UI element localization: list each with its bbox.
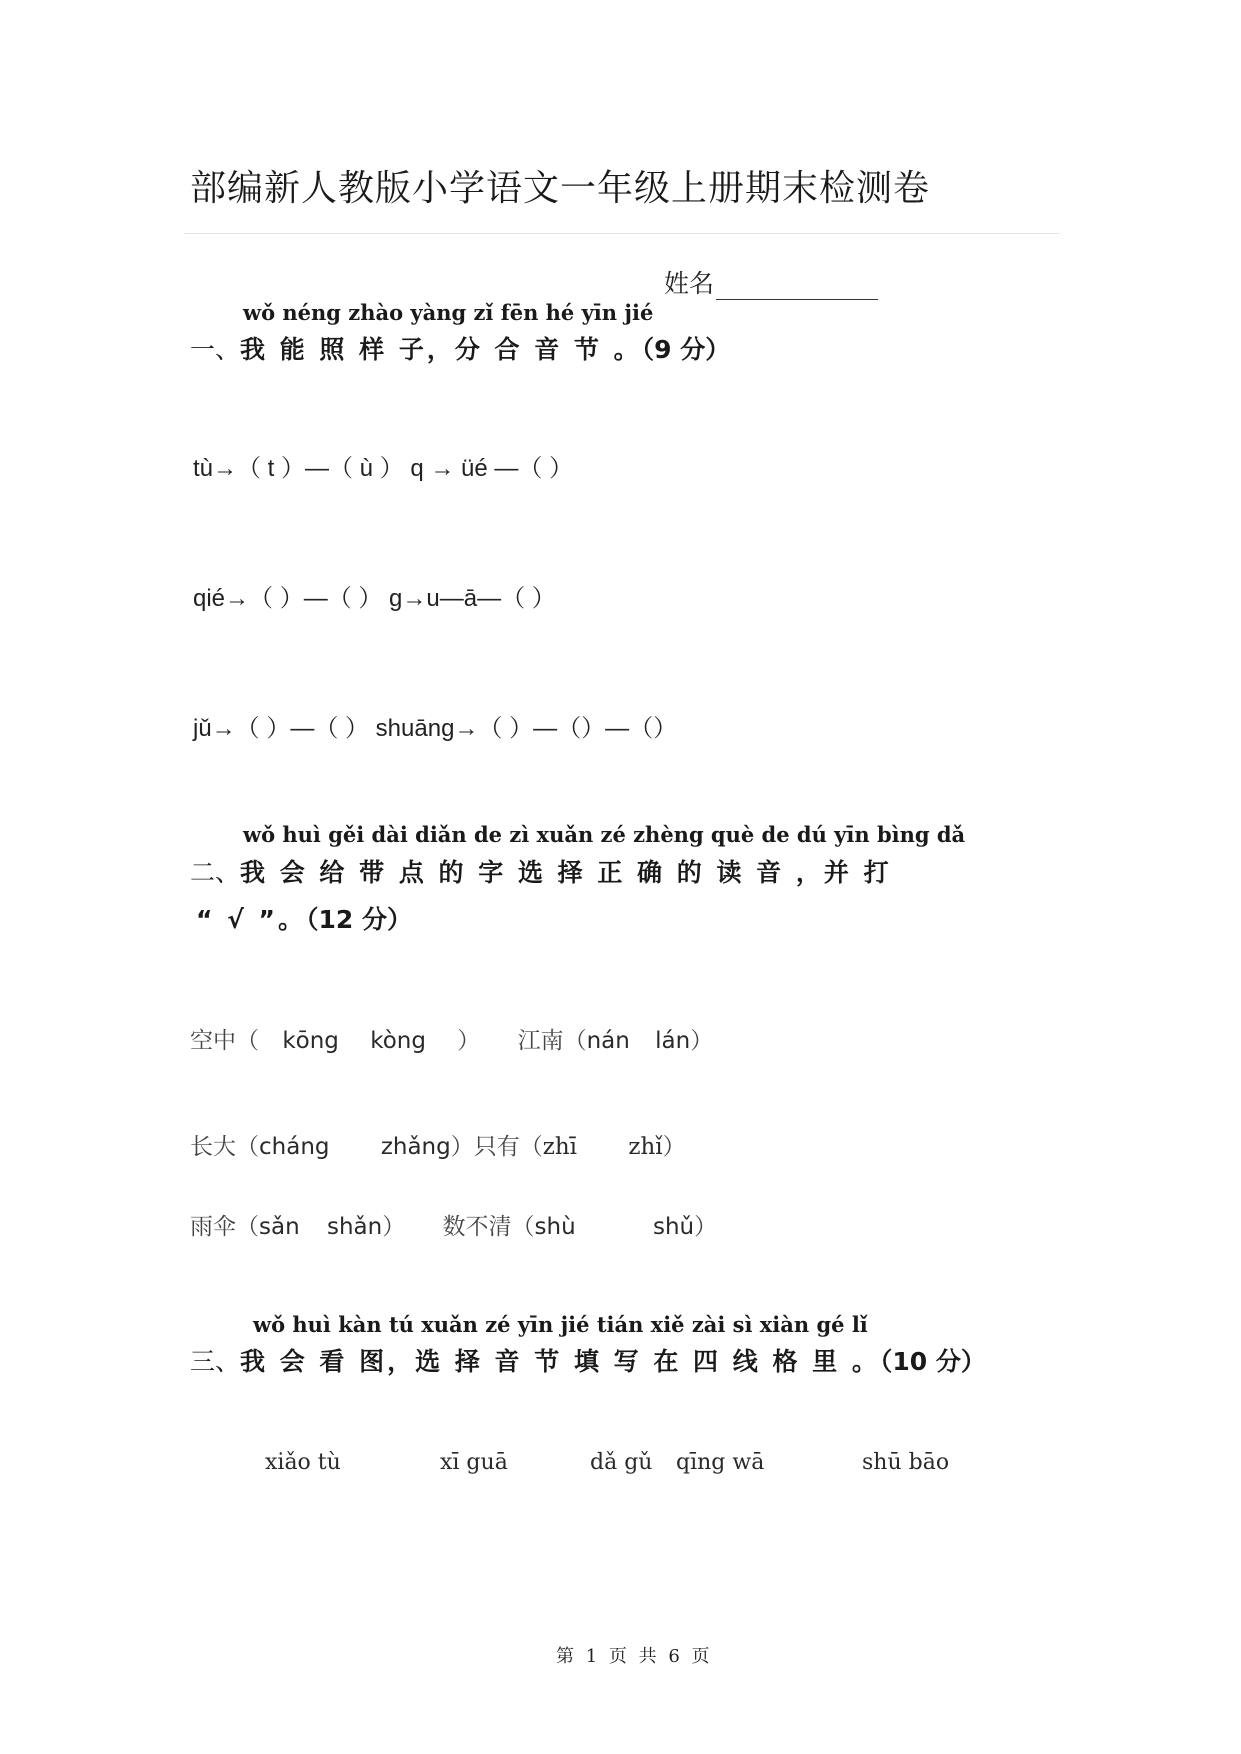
close-paren: ）	[662, 1134, 686, 1160]
option-b[interactable]: zhǎng	[380, 1134, 451, 1160]
option-a[interactable]: sǎn	[259, 1214, 300, 1240]
option-c[interactable]: zhī	[542, 1134, 578, 1160]
name-blank-line[interactable]	[716, 273, 878, 300]
q2-pinyin: wǒ huì gěi dài diǎn de zì xuǎn zé zhèng què de dú yīn bìng dǎ	[243, 822, 966, 847]
q2-number: 二、	[190, 858, 241, 887]
close-paren: ）	[694, 1214, 718, 1240]
q2-heading-cont	[196, 900, 412, 936]
q1-pinyin: wǒ néng zhào yàng zǐ fēn hé yīn jié	[243, 300, 654, 325]
q1-score: （9 分）	[641, 335, 731, 364]
word: 空中（	[190, 1028, 259, 1054]
q1-number: 一、	[190, 335, 241, 364]
option-a[interactable]: kōng	[282, 1028, 339, 1054]
name-field[interactable]	[664, 264, 878, 300]
word: 长大（	[190, 1134, 259, 1160]
option-b[interactable]: kòng	[370, 1028, 426, 1054]
word: 只有（	[473, 1134, 543, 1160]
word: 数不清（	[442, 1214, 535, 1240]
q2-text: 我 会 给 带 点 的 字 选 择 正 确 的 读 音 ，并 打	[240, 858, 892, 887]
option-d[interactable]: lán	[655, 1028, 691, 1054]
option-c[interactable]: shù	[534, 1214, 576, 1240]
q1-heading	[190, 330, 730, 366]
q3-heading	[190, 1342, 986, 1378]
word: 雨伞（	[190, 1214, 259, 1240]
q2-heading	[190, 853, 892, 889]
q2-text-2: “ √ ”。	[196, 905, 306, 934]
close-paren: ）	[457, 1028, 481, 1054]
name-label: 姓名	[664, 269, 715, 298]
option-c[interactable]: nán	[586, 1028, 630, 1054]
option-a[interactable]: cháng	[259, 1134, 330, 1160]
page-footer: 第 1 页 共 6 页	[556, 1646, 713, 1667]
q3-syllable-2: xī guā	[440, 1450, 508, 1475]
option-b[interactable]: shǎn	[326, 1214, 383, 1240]
q1-line-3[interactable]: jǔ→（ ）—（ ） shuāng→（ ）—（）—（）	[193, 715, 678, 742]
q3-text: 我 会 看 图，选 择 音 节 填 写 在 四 线 格 里 。	[240, 1347, 880, 1376]
q3-syllable-4: qīng wā	[676, 1450, 765, 1475]
option-d[interactable]: zhǐ	[628, 1134, 663, 1160]
q2-item-2	[190, 1128, 686, 1161]
q2-score: （12 分）	[305, 905, 412, 934]
q1-line-2[interactable]: qié→（ ）—（ ） g→u—ā—（ ）	[193, 585, 556, 612]
q1-text: 我 能 照 样 子，分 合 音 节 。	[240, 335, 642, 364]
close-paren: ）	[382, 1214, 406, 1240]
close-paren: ）	[450, 1134, 474, 1160]
q1-line-1[interactable]: tù→（ t ）—（ ù ） q → üé —（ ）	[193, 455, 574, 482]
q3-number: 三、	[190, 1347, 241, 1376]
page-title: 部编新人教版小学语文一年级上册期末检测卷	[190, 168, 931, 209]
option-d[interactable]: shǔ	[652, 1214, 695, 1240]
q2-item-1	[190, 1022, 713, 1055]
q3-syllable-5: shū bāo	[862, 1450, 950, 1475]
close-paren: ）	[690, 1028, 714, 1054]
q3-pinyin: wǒ huì kàn tú xuǎn zé yīn jié tián xiě zài sì xiàn gé lǐ	[253, 1312, 868, 1337]
word: 江南（	[517, 1028, 587, 1054]
q3-syllable-3: dǎ gǔ	[590, 1450, 653, 1475]
title-divider	[184, 233, 1060, 234]
q3-syllable-1: xiǎo tù	[265, 1450, 341, 1475]
q2-item-3	[190, 1208, 717, 1241]
q3-score: （10 分）	[879, 1347, 986, 1376]
